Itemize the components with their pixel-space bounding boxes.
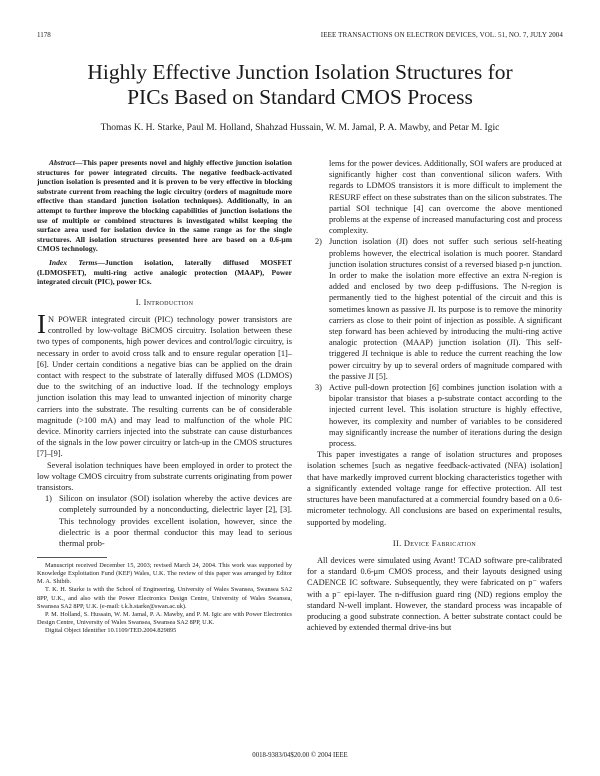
left-column <box>37 158 292 635</box>
footnote-starke: T. K. H. Starke is with the School of Engineering, University of Wales Swansea, Swansea SA2 8PP, U.K., and also with the Power Electronics Design Centre, University of Wales Swansea, Swansea SA2 8PP, U.K. (e-mail: t.k.h.starke@swan.ac.uk). <box>37 586 292 610</box>
right-column <box>307 158 562 633</box>
author-list: Thomas K. H. Starke, Paul M. Holland, Shahzad Hussain, W. M. Jamal, P. A. Mawby, and Petar M. Igic <box>100 122 500 133</box>
list-item-number: 1) <box>45 494 52 504</box>
intro-paragraph-1 <box>37 308 292 460</box>
title-line-2: PICs Based on Standard CMOS Process <box>127 85 473 109</box>
list-item <box>307 236 562 382</box>
title-line-1: Highly Effective Junction Isolation Structures for <box>87 60 513 84</box>
list-item-continued <box>307 158 562 236</box>
index-terms <box>37 258 292 287</box>
list-item-text: lems for the power devices. Additionally, SOI wafers are produced at significantly higher cost than conventional silicon wafers. With regards to LDMOS transistors it is more difficult to implement the RESURF effect on these substrates than on the silicon substrates. The partial SOI technique [4] can overcome the above mentioned problems at the expense of increased manufacturing cost and process complexity. <box>329 159 562 236</box>
abstract-label: Abstract— <box>49 158 83 167</box>
section-2-heading: II. Device Fabrication <box>392 538 477 548</box>
list-item-number: 2) <box>315 237 322 247</box>
footnotes <box>37 562 292 635</box>
copyright-line: 0018-9383/04$20.00 © 2004 IEEE <box>252 752 348 759</box>
list-item-number: 3) <box>315 383 322 393</box>
page-number: 1178 <box>37 31 51 39</box>
fabrication-paragraph-1: All devices were simulated using Avant! TCAD software pre-calibrated for a standard 0.6-μm CMOS process, and their layouts designed using CADENCE IC software. Subsequently, they were fabricated on p⁻ wafers with a p⁻ epi-layer. The n-diffusion guard ring (ND) regions employ the standard N-well implant. However, the standard process was incapable of producing a good substrate connection. A better substrate contact could be achieved by extended thermal drive-ins but <box>307 555 562 633</box>
drop-cap: I <box>37 308 46 339</box>
intro-paragraph-3: This paper investigates a range of isolation structures and proposes isolation schemes [such as negative feedback-activated (NFA) isolation] that have markedly improved current blocking characteristics together with a significantly extended voltage range for effective protection. All test structures have been manufactured at a commercial foundry based on a 0.6-micrometer technology. All conclusions are based on experimental results, supported by modeling. <box>307 450 562 527</box>
list-item <box>37 493 292 549</box>
abstract <box>37 158 292 254</box>
intro-paragraph-2: Several isolation techniques have been employed in order to protect the low voltage CMOS circuitry from substrate currents originating from power transistors. <box>37 460 292 492</box>
footnote-divider <box>37 557 107 558</box>
list-item-text: Silicon on insulator (SOI) isolation whereby the active devices are completely surrounded by a nonconducting, dielectric layer [2], [3]. This technology provides excellent isolation, however, since the dielectric is a poor thermal conductor this may lead to serious thermal prob- <box>59 494 292 548</box>
index-terms-text: Junction isolation, laterally diffused MOSFET (LDMOSFET), multi-ring active analogic protection (MAAP), Power integrated circuit (PIC), power ICs. <box>37 257 292 287</box>
index-terms-label: Index Terms— <box>49 257 105 267</box>
footnote-coauthors: P. M. Holland, S. Hussain, W. M. Jamal, P. A. Mawby, and P. M. Igic are with Power Electronics Design Centre, University of Wales Swansea, Swansea SA2 8PP, U.K. <box>37 610 292 626</box>
list-item-text: Active pull-down protection [6] combines junction isolation with a bipolar transistor that biases a p-substrate contact according to the injected current level. This isolation structure is highly effective, however, its complexity and number of variables to be considered may significantly increase the number of iterations during the design process. <box>329 383 562 449</box>
intro-paragraph-1-text: N POWER integrated circuit (PIC) technology power transistors are controlled by low-voltage BiCMOS circuitry. Isolation between these two types of components, high power devices and control/logic circuitry, is necessary in order to avoid cross talk and to ensure regular operation [1]–[6]. Under certain conditions a negative bias can be applied on the drain contact with respect to the substrate of laterally diffused MOS (LDMOS) due to the switching of an inductive load. If the technology employs junction isolation this may lead to unwanted injection of minority charge carriers into the substrate. The resulting currents can be of considerable magnitude (>100 mA) and may lead to malfunction of the whole PIC device. Minority carriers injected into the substrate can cause disturbances of the signals in the low power circuitry or latch-up in the CMOS structures [7]–[9]. <box>37 314 292 459</box>
abstract-text: This paper presents novel and highly effective junction isolation structures for power integrated circuits. The negative feedback-activated junction isolation is presented and it is proven to be very effective in blocking substrate current from reaching the logic circuitry (orders of magnitude more effective than standard junction isolation techniques). Additionally, in an attempt to further improve the blocking capabilities of junction isolations the use of multiple or combined structures is investigated whilst keeping the surface area used for isolation device in the same range as for the single structures. All isolation structures presented here are based on a 0.6-μm CMOS technology. <box>37 158 292 254</box>
paper-title <box>20 60 580 110</box>
footnote-doi: Digital Object Identifier 10.1109/TED.2004.829895 <box>45 626 177 634</box>
footnote-manuscript: Manuscript received December 15, 2003; revised March 24, 2004. This work was supported by Knowledge Exploitation Fund (KEF) Wales, U.K. The review of this paper was arranged by Editor M. A. Shibib. <box>37 562 292 586</box>
list-item-text: Junction isolation (JI) does not suffer such serious self-heating problems however, the electrical isolation is much poorer. Standard junction isolation structures consist of a reversed biased p-n junction. In order to make the isolation more effective an extra N-region is added and enclosed by two deep p-diffusions. The N-region is permanently tied to the highest potential of the circuit and this is sometimes known as passive JI. Its purpose is to remove the minority carriers as close to their point of injection as possible. A significant step forward has been achieved by introducing the multi-ring active analogic protection (MAAP) junction isolation (JI). This self-triggered JI technique is able to reduce the current reaching the low power circuitry by up to several orders of magnitude compared with the passive JI [5]. <box>329 237 562 381</box>
section-1-heading: I. Introduction <box>135 297 194 307</box>
list-item <box>307 382 562 449</box>
journal-header: IEEE TRANSACTIONS ON ELECTRON DEVICES, VOL. 51, NO. 7, JULY 2004 <box>320 31 563 39</box>
